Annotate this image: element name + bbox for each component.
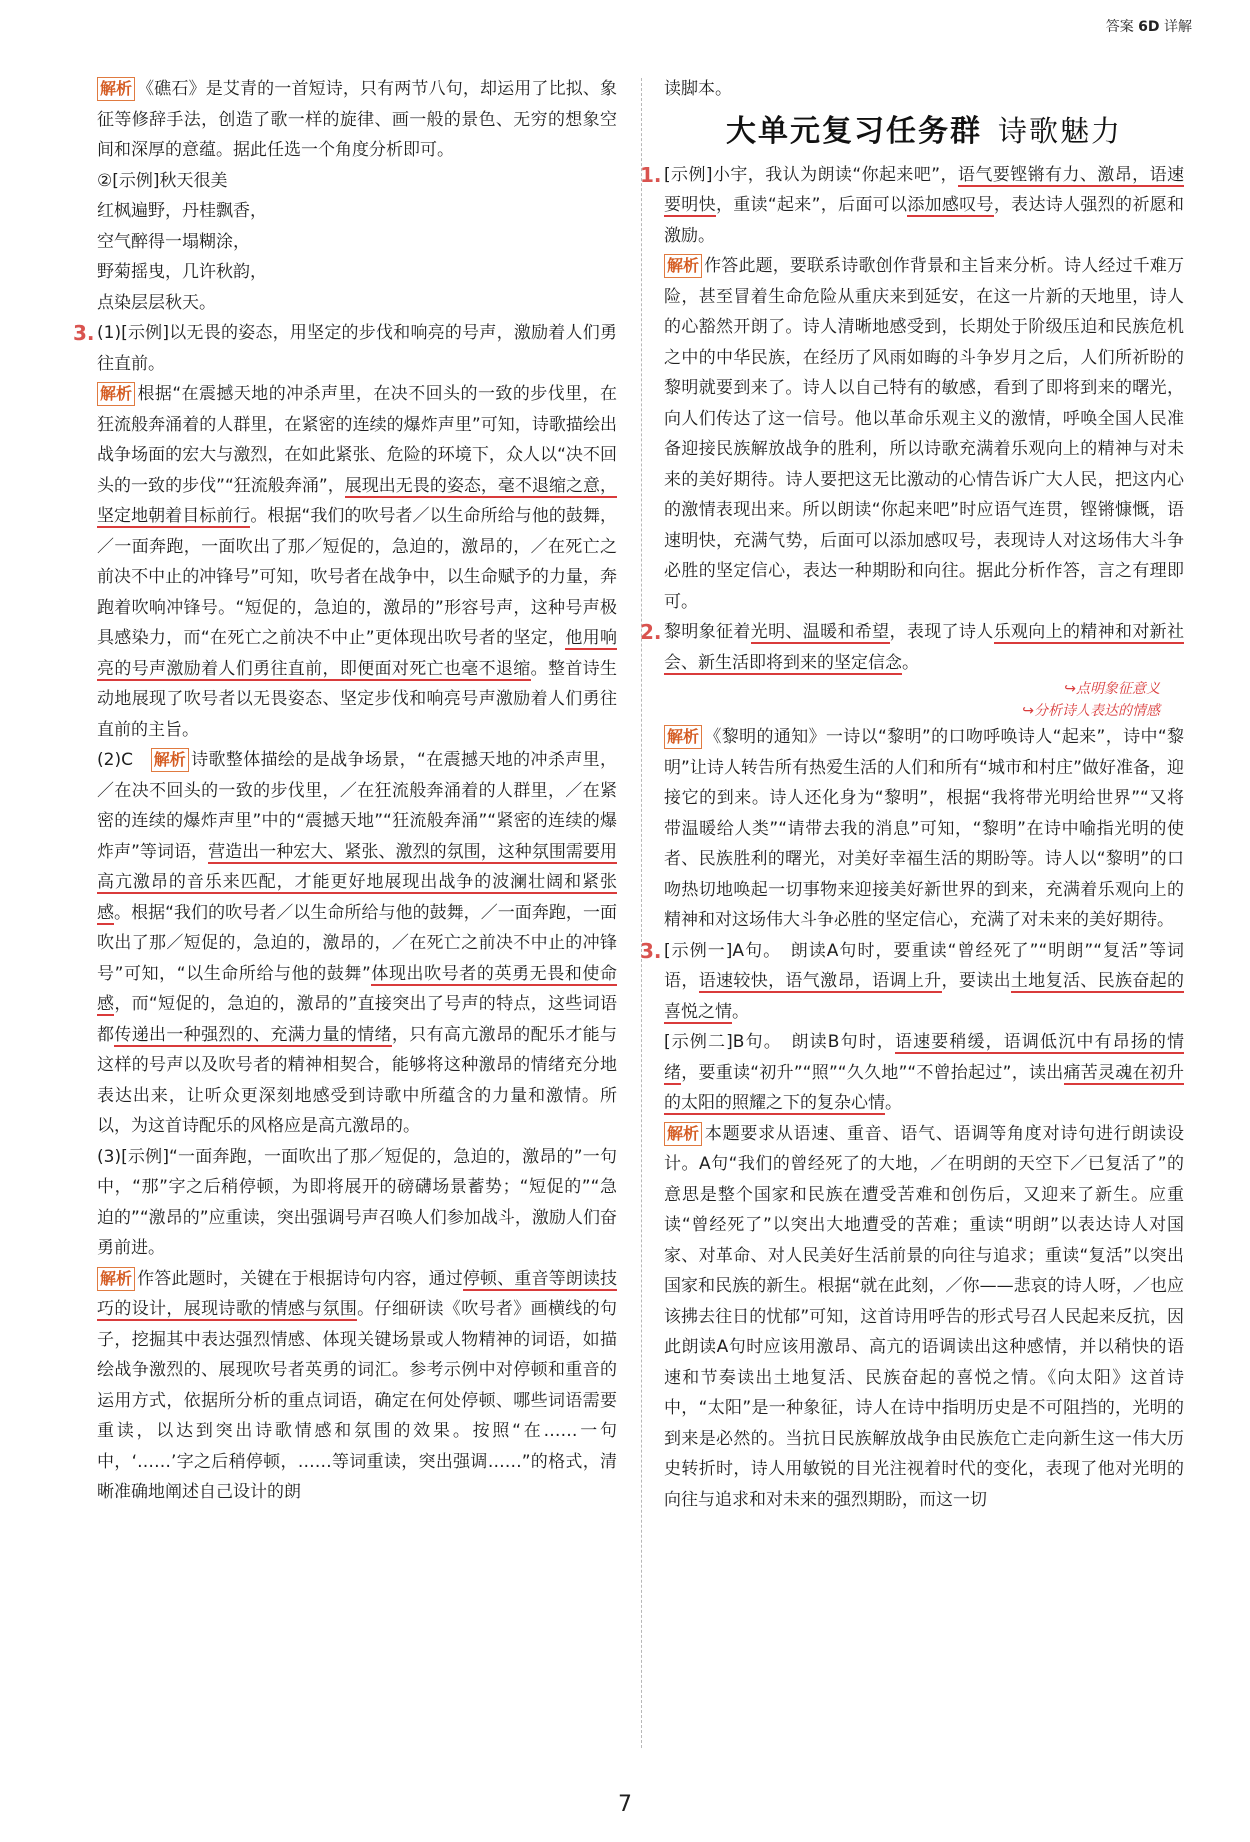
answer-text: ，重读“起来”，后面可以: [715, 195, 908, 215]
analysis-text: 本题要求从语速、重音、语气、语调等角度对诗句进行朗读设计。A句“我们的曾经死了的大地，／在明朗的天空下／已复活了”的意思是整个国家和民族在遭受苦难和创伤后，又迎来了新生。应重读“曾经死了”以突出大地遭受的苦难；重读“明朗”以表达诗人对国家、对革命、对人民美好生活前景的向往与追求；重读“复活”以突出国家和民族的新生。根据“就在此刻，／你——悲哀的诗人呀，／也应该拂去往日的忧郁”可知，这首诗用呼告的形式号召人民起来反抗，因此朗读A句时应该用激昂、高亢的语调读出这种感情，并以稍快的语速和节奏读出土地复活、民族奋起的喜悦之情。《向太阳》这首诗中，“太阳”是一种象征，诗人在诗中指明历史是不可阻挡的，光明的到来是必然的。当抗日民族解放战争由民族危亡走向新生这一伟大历史转折时，诗人用敏锐的目光注视着时代的变化，表现了他对光明的向往与追求和对未来的强烈期盼，而这一切: [664, 1123, 1184, 1510]
underlined-text: 体现出吹号者的英勇无畏和使命感: [97, 963, 617, 1014]
jiexi-tag: 解析: [664, 254, 702, 278]
answer-text: ，表现了诗人: [889, 622, 994, 642]
left-analysis-1: [97, 74, 617, 166]
header-label: [1106, 16, 1192, 36]
question-3-example-2: [664, 1027, 1184, 1119]
analysis-text: 。整首诗生动地展现了吹号者以无畏姿态、坚定步伐和响亮号声激励着人们勇往直前的主旨。: [97, 658, 618, 740]
page-number: 7: [618, 1792, 632, 1817]
answer-text: [示例]小宇，我认为朗读“你起来吧”，: [664, 164, 958, 185]
question-1: [640, 160, 1184, 252]
analysis-text: 作答此题，要联系诗歌创作背景和主旨来分析。诗人经过千难万险，甚至冒着生命危险从重庆来到延安，在这一片新的天地里，诗人的心豁然开朗了。诗人清晰地感受到，长期处于阶级压迫和民族危机之中的中华民族，在经历了风雨如晦的斗争岁月之后，人们所祈盼的黎明就要到来了。诗人以自己特有的敏感，看到了即将到来的曙光，向人们传达了这一信号。他以革命乐观主义的激情，呼唤全国人民准备迎接民族解放战争的胜利，所以诗歌充满着乐观向上的精神与对未来的美好期待。诗人要把这无比激动的心情告诉广大人民，把这内心的激情表现出来。所以朗读“你起来吧”时应语气连贯，铿锵慷慨，语速明快，充满气势，后面可以添加感叹号，表现诗人对这场伟大斗争必胜的坚定信心，表达一种期盼和向往。据此分析作答，言之有理即可。: [664, 256, 1184, 612]
analysis-text: ，而“短促的，急迫的，激昂的”直接突出了号声的特点，这些词语都: [97, 994, 617, 1045]
jiexi-tag: 解析: [97, 77, 135, 101]
header-label-bold: 6D: [1138, 19, 1160, 35]
right-column: [640, 74, 1185, 1515]
question-3-1-analysis: [97, 379, 617, 745]
answer-text: 。: [732, 1001, 749, 1022]
answer-text: [示例一]A句。 朗读A句时，要重读“曾经死了”“明朗”“复活”等词语，: [664, 940, 1184, 991]
underlined-text: 语气要铿锵有力、激昂，语速要明快: [664, 164, 1184, 215]
jiexi-tag: 解析: [97, 1267, 135, 1291]
question-number: 2.: [640, 620, 662, 644]
answer-text: ，表达诗人强烈的祈愿和激励。: [664, 195, 1184, 246]
underlined-text: 语速较快，语气激昂，语调上升: [698, 971, 942, 991]
question-number: 1.: [640, 162, 662, 187]
underlined-text: 痛苦灵魂在初升的太阳的照耀之下的复杂心情: [664, 1062, 1185, 1113]
analysis-text: 根据“在震撼天地的冲杀声里，在决不回头的一致的步伐里，在狂流般奔涌着的人群里，在紧密的连续的爆炸声里”可知，诗歌描绘出战争场面的宏大与激烈，在如此紧张、危险的环境下，众人以“决不回头的一致的步伐”“狂流般奔涌”，: [97, 384, 617, 496]
question-2: [640, 617, 1185, 678]
answer-text: 黎明象征着: [664, 622, 751, 642]
analysis-text: 。根据“我们的吹号者／以生命所给与他的鼓舞，／一面奔跑，一面吹出了那／短促的，急迫的，激昂的，／在死亡之前决不中止的冲锋号”可知，吹号者在战争中，以生命赋予的力量，奔跑着吹响冲锋号。“短促的，急迫的，激昂的”形容号声，这种号声极具感染力，而“在死亡之前决不中止”更体现出吹号者的坚定，: [97, 506, 617, 648]
annotation-note: ↪点明象征意义: [1064, 681, 1160, 697]
section-title-sub: 诗歌魅力: [997, 113, 1122, 148]
annotation-note: ↪分析诗人表达的情感: [1022, 703, 1160, 719]
analysis-text: 。仔细研读《吹号者》画横线的句子，挖掘其中表达强烈情感、体现关键场景或人物精神的词语，如描绘战争激烈的、展现吹号者英勇的词汇。参考示例中对停顿和重音的运用方式，依据所分析的重点词语，确定在何处停顿、哪些词语需要重读，以达到突出诗歌情感和氛围的效果。按照“在……一句中，‘……’字之后稍停顿，……等词重读，突出强调……”的格式，清晰准确地阐述自己设计的朗: [97, 1299, 617, 1502]
section-title: [664, 111, 1184, 152]
question-number: 3.: [640, 938, 662, 963]
question-1-analysis: [664, 251, 1184, 617]
question-3: [640, 936, 1185, 1028]
question-number: 3.: [73, 321, 95, 345]
answer-text: ，要读出: [941, 971, 1011, 991]
analysis-text: 。根据“我们的吹号者／以生命所给与他的鼓舞，／一面奔跑，一面吹出了那／短促的，急迫的，激昂的，／在死亡之前决不中止的冲锋号”可知，“以生命所给与他的鼓舞”: [97, 902, 618, 984]
analysis-text: ，只有高亢激昂的配乐才能与这样的号声以及吹号者的精神相契合，能够将这种激昂的情绪充分地表达出来，让听众更深刻地感受到诗歌中所蕴含的力量和激情。所以，为这首诗配乐的风格应是高亢激昂的。: [97, 1024, 618, 1136]
jiexi-tag: 解析: [151, 748, 189, 772]
question-3-analysis: [664, 1119, 1184, 1516]
underlined-text: 土地复活、民族奋起的喜悦之情: [664, 971, 1185, 1022]
question-2-analysis: [664, 722, 1184, 936]
underlined-text: 展现出无畏的姿态，毫不退缩之意，坚定地朝着目标前行: [97, 475, 618, 526]
answer-text: [示例二]B句。 朗读B句时，: [664, 1032, 895, 1052]
question-3-2: [97, 745, 617, 1142]
left-column: [73, 74, 618, 1508]
underlined-text: 他用响亮的号声激励着人们勇往直前，即便面对死亡也毫不退缩: [97, 628, 617, 679]
answer-text: 。: [885, 1093, 902, 1113]
section-title-main: 大单元复习任务群: [725, 113, 982, 149]
poem-line: 点染层层秋天。: [97, 292, 216, 313]
analysis-text: 作答此题时，关键在于根据诗句内容，通过: [137, 1268, 463, 1289]
answer-text: ，要重读“初升”“照”“久久地”“不曾抬起过”，读出: [681, 1062, 1064, 1083]
jiexi-tag: 解析: [97, 382, 135, 406]
question-3-3: (3)[示例]“一面奔跑，一面吹出了那／短促的，急迫的，激昂的”一句中，“那”字之后稍停顿，为即将展开的磅礴场景蓄势；“短促的”“急迫的”“激昂的”应重读，突出强调号声召唤人们参加战斗，激励人们奋勇前进。: [97, 1146, 617, 1258]
continued-text: 读脚本。: [664, 79, 732, 99]
poem-line: 红枫遍野，丹桂飘香，: [97, 201, 267, 221]
left-analysis-1-text: 《礁石》是艾青的一首短诗，只有两节八句，却运用了比拟、象征等修辞手法，创造了歌一样的旋律、画一般的景色、无穷的想象空间和深厚的意蕴。据此任选一个角度分析即可。: [97, 79, 617, 160]
header-label-post: 详解: [1164, 19, 1192, 35]
underlined-text: 光明、温暖和希望: [750, 622, 890, 642]
underlined-text: 乐观向上的精神和对新社会、新生活即将到来的坚定信念: [664, 622, 1185, 673]
question-3-1-answer: (1)[示例]以无畏的姿态，用坚定的步伐和响亮的号声，激励着人们勇往直前。: [97, 323, 617, 374]
question-3-2-answer: (2)C: [97, 750, 133, 770]
question-3-3-analysis: [97, 1264, 617, 1508]
question-3-1: [73, 318, 617, 379]
underlined-text: 传递出一种强烈的、充满力量的情绪: [114, 1024, 392, 1045]
answer-text: 。: [902, 652, 919, 673]
jiexi-tag: 解析: [664, 725, 702, 749]
underlined-text: 语速要稍缓，语调低沉中有昂扬的情绪: [664, 1032, 1185, 1083]
underlined-text: 停顿、重音等朗读技巧的设计，展现诗歌的情感与氛围: [97, 1268, 618, 1319]
poem-heading: ②[示例]秋天很美: [97, 170, 228, 191]
analysis-text: 诗歌整体描绘的是战争场景，“在震撼天地的冲杀声里，／在决不回头的一致的步伐里，／在狂流般奔涌着的人群里，／在紧密的连续的爆炸声里”中的“震撼天地”“狂流般奔涌”“紧密的连续的爆炸声”等词语，: [97, 750, 618, 862]
jiexi-tag: 解析: [664, 1122, 702, 1146]
analysis-text: 《黎明的通知》一诗以“黎明”的口吻呼唤诗人“起来”，诗中“黎明”让诗人转告所有热爱生活的人们和所有“城市和村庄”做好准备，迎接它的到来。诗人还化身为“黎明”，根据“我将带光明给世界”“又将带温暖给人类”“请带去我的消息”可知，“黎明”在诗中喻指光明的使者、民族胜利的曙光，对美好幸福生活的期盼等。诗人以“黎明”的口吻热切地唤起一切事物来迎接美好新世界的到来，充满着乐观向上的精神和对这场伟大斗争必胜的坚定信心，充满了对未来的美好期待。: [664, 727, 1184, 930]
column-divider: [641, 78, 642, 1748]
underlined-text: 添加感叹号: [907, 195, 994, 215]
poem-line: 野菊摇曳，几许秋韵，: [97, 262, 267, 282]
header-label-pre: 答案: [1105, 19, 1134, 35]
poem-line: 空气醉得一塌糊涂，: [97, 231, 250, 252]
underlined-text: 营造出一种宏大、紧张、激烈的氛围，这种氛围需要用高亢激昂的音乐来匹配，才能更好地展现出战争的波澜壮阔和紧张感: [97, 841, 618, 923]
